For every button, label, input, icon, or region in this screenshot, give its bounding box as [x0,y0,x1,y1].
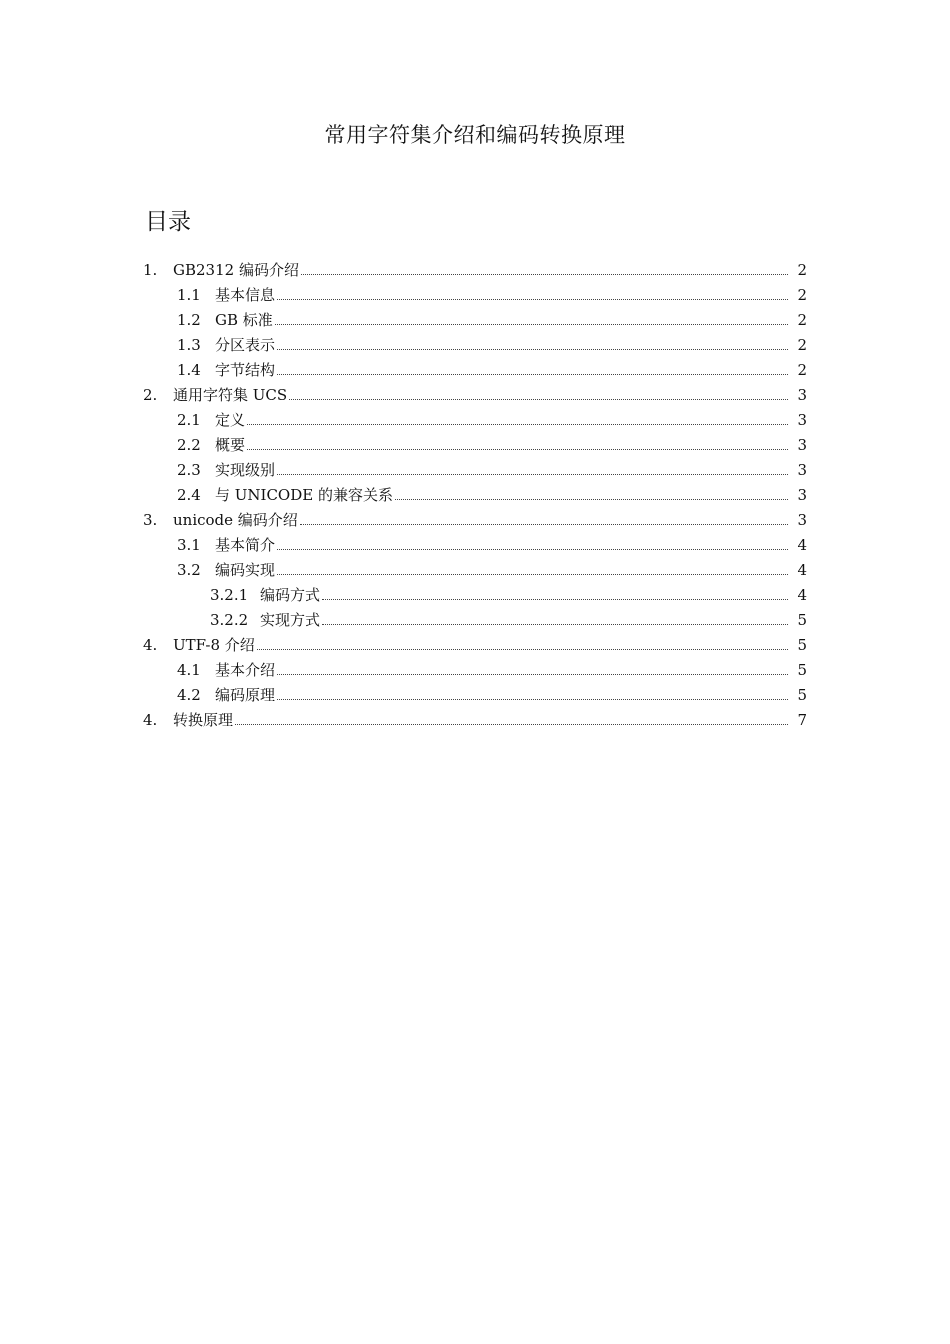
toc-entry-title: GB2312 编码介绍 [173,261,299,279]
toc-dot-leader [277,348,788,350]
table-of-contents [143,254,807,729]
toc-entry-title: 定义 [215,411,246,429]
toc-entry-page: 3 [797,486,807,504]
toc-entry[interactable] [143,629,807,654]
toc-entry-title: UTF-8 介绍 [173,636,255,654]
toc-entry-title: 编码实现 [215,561,276,579]
toc-entry-title: 实现方式 [260,611,321,629]
toc-entry[interactable] [143,354,807,379]
toc-entry-number: 2.2 [177,436,201,454]
toc-entry-number: 1.3 [177,336,201,354]
toc-entry[interactable] [143,529,807,554]
toc-entry-number: 3.2 [177,561,201,579]
toc-entry[interactable] [143,279,807,304]
toc-dot-leader [301,273,788,275]
toc-dot-leader [257,648,788,650]
toc-entry-number: 4. [143,711,158,729]
toc-entry-page: 3 [797,511,807,529]
toc-entry[interactable] [143,379,807,404]
toc-entry-title: 字节结构 [215,361,276,379]
toc-entry[interactable] [143,479,807,504]
toc-entry-page: 7 [797,711,807,729]
toc-entry-number: 4.2 [177,686,201,704]
toc-entry[interactable] [143,404,807,429]
toc-entry[interactable] [143,329,807,354]
toc-dot-leader [395,498,788,500]
toc-entry[interactable] [143,304,807,329]
toc-entry-title: unicode 编码介绍 [173,511,298,529]
toc-entry-title: 基本简介 [215,536,276,554]
toc-entry-page: 3 [797,411,807,429]
toc-entry[interactable] [143,254,807,279]
toc-entry-number: 3. [143,511,158,529]
toc-entry-title: 编码方式 [260,586,321,604]
toc-dot-leader [275,323,788,325]
toc-dot-leader [277,698,788,700]
toc-entry-number: 3.2.1 [210,586,249,604]
toc-entry-page: 5 [797,686,807,704]
toc-dot-leader [322,623,788,625]
toc-dot-leader [235,723,788,725]
toc-entry-page: 5 [797,636,807,654]
document-title: 常用字符集介绍和编码转换原理 [324,123,626,147]
toc-entry-title: 与 UNICODE 的兼容关系 [215,486,393,504]
toc-entry-number: 2. [143,386,158,404]
toc-entry[interactable] [143,679,807,704]
toc-entry-number: 4. [143,636,158,654]
toc-dot-leader [277,573,788,575]
toc-heading: 目录 [145,209,191,235]
toc-entry-page: 3 [797,436,807,454]
toc-entry-page: 3 [797,461,807,479]
toc-entry-page: 4 [797,536,807,554]
toc-entry-title: 编码原理 [215,686,276,704]
toc-dot-leader [247,448,788,450]
toc-entry-number: 1.2 [177,311,201,329]
toc-entry-number: 1. [143,261,158,279]
toc-entry-title: 通用字符集 UCS [173,386,288,404]
toc-dot-leader [277,473,788,475]
toc-entry-page: 2 [797,336,807,354]
toc-entry-page: 2 [797,261,807,279]
toc-dot-leader [300,523,788,525]
toc-entry-number: 1.4 [177,361,201,379]
toc-entry-number: 4.1 [177,661,201,679]
toc-entry-page: 5 [797,611,807,629]
toc-entry-title: 基本介绍 [215,661,276,679]
toc-dot-leader [277,298,788,300]
toc-entry-title: 概要 [215,436,246,454]
toc-entry-page: 5 [797,661,807,679]
toc-entry[interactable] [143,504,807,529]
toc-entry[interactable] [143,704,807,729]
toc-entry[interactable] [143,654,807,679]
toc-entry-number: 1.1 [177,286,201,304]
toc-entry-title: 基本信息 [215,286,276,304]
toc-entry[interactable] [143,604,807,629]
toc-dot-leader [277,373,788,375]
toc-dot-leader [247,423,788,425]
toc-dot-leader [322,598,788,600]
toc-entry[interactable] [143,454,807,479]
toc-dot-leader [277,548,788,550]
toc-dot-leader [289,398,788,400]
toc-entry-number: 2.4 [177,486,201,504]
toc-entry-number: 2.3 [177,461,201,479]
toc-entry-title: GB 标准 [215,311,273,329]
toc-entry-number: 3.2.2 [210,611,249,629]
toc-entry-page: 2 [797,311,807,329]
toc-entry-page: 4 [797,586,807,604]
toc-entry-page: 3 [797,386,807,404]
toc-entry[interactable] [143,429,807,454]
toc-dot-leader [277,673,788,675]
toc-entry-page: 4 [797,561,807,579]
toc-entry-title: 分区表示 [215,336,276,354]
toc-entry-title: 转换原理 [173,711,234,729]
toc-entry-title: 实现级别 [215,461,276,479]
toc-entry[interactable] [143,554,807,579]
toc-entry-number: 2.1 [177,411,201,429]
toc-entry[interactable] [143,579,807,604]
toc-entry-page: 2 [797,286,807,304]
toc-entry-number: 3.1 [177,536,201,554]
toc-entry-page: 2 [797,361,807,379]
